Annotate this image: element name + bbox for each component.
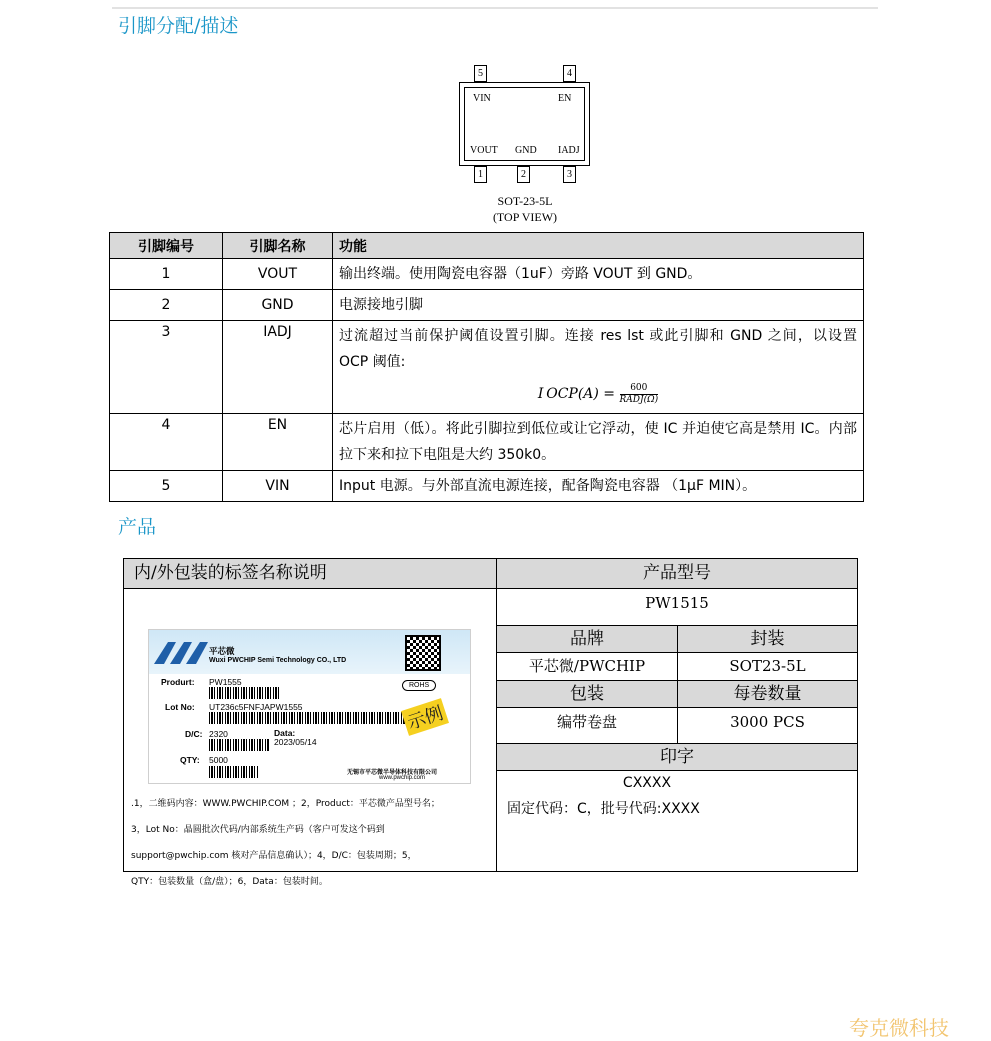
lot-barcode-icon <box>209 712 414 724</box>
label-vin: VIN <box>473 93 491 104</box>
pin-table-header <box>110 233 864 259</box>
pin-name: EN <box>223 414 333 471</box>
label-data-value: 2023/05/14 <box>274 737 317 747</box>
pin-number: 5 <box>110 471 223 502</box>
pwchip-logo-icon <box>154 640 208 666</box>
label-iadj: IADJ <box>558 145 580 156</box>
qty-value: 3000 PCS <box>678 708 857 744</box>
sample-label-image <box>148 629 471 784</box>
label-dc-key: D/C: <box>185 729 203 739</box>
formula-lhs: I OCP(A) = <box>537 386 616 402</box>
pin-name: IADJ <box>223 321 333 414</box>
label-product-key: Produrt: <box>161 677 195 687</box>
product-table <box>123 558 858 887</box>
model-header: 产品型号 <box>497 559 857 589</box>
note-line: support@pwchip.com 核对产品信息确认）；4，D/C：包装周期；5， <box>131 851 417 861</box>
formula-fraction <box>620 383 659 406</box>
pin-function <box>333 321 864 414</box>
header-pin-number: 引脚编号 <box>110 233 223 259</box>
pin-name: VIN <box>223 471 333 502</box>
label-footer-url: www.pwchip.com <box>379 775 426 781</box>
label-description-header: 内/外包装的标签名称说明 <box>124 559 497 589</box>
label-en: EN <box>558 93 572 104</box>
qr-code-icon <box>405 635 441 671</box>
pin-function: 电源接地引脚 <box>333 290 864 321</box>
label-gnd: GND <box>515 145 537 156</box>
pin-number: 2 <box>110 290 223 321</box>
pin-1-box: 1 <box>474 166 487 183</box>
pin-2-box: 2 <box>517 166 530 183</box>
pin-function-text: 过流超过当前保护阈值设置引脚。连接 res lst 或此引脚和 GND 之间，以设置 OCP 阈值: <box>339 328 857 370</box>
top-rule <box>112 7 878 9</box>
label-notes <box>131 791 440 895</box>
pin-5-box: 5 <box>474 65 487 82</box>
pin-function: Input 电源。与外部直流电源连接，配备陶瓷电容器 （1µF MIN）。 <box>333 471 864 502</box>
table-row <box>110 290 864 321</box>
table-row <box>110 471 864 502</box>
pin-number: 4 <box>110 414 223 471</box>
label-dc-value: 2320 <box>209 729 228 739</box>
label-lot-key: Lot No: <box>165 702 195 712</box>
dc-barcode-icon <box>209 739 269 751</box>
table-row <box>110 414 864 471</box>
label-description-cell <box>124 589 497 887</box>
note-line: 3，Lot No：晶圆批次代码/内部系统生产码（客户可发这个码到 <box>131 825 385 835</box>
label-footer-cn: 无锡市平芯微半导体科技有限公司 <box>347 770 438 776</box>
marking-header: 印字 <box>497 744 857 771</box>
note-line: QTY：包装数量（盒/盘）；6，Data：包装时间。 <box>131 877 328 887</box>
qty-header: 每卷数量 <box>678 681 857 708</box>
label-qty-value: 5000 <box>209 755 228 765</box>
package-caption: SOT-23-5L <box>497 194 553 208</box>
pin-name: VOUT <box>223 259 333 290</box>
pin-function: 芯片启用（低）。将此引脚拉到低位或让它浮动，使 IC 并迫使它高是禁用 IC。内部拉下来和拉下电阻是大约 350k0。 <box>333 414 864 471</box>
sample-stamp: 示例 <box>401 698 449 736</box>
formula-numerator: 600 <box>620 383 659 395</box>
label-brand-cn: 平芯微 <box>209 646 235 656</box>
label-data-key: Data: <box>274 728 296 738</box>
pin-name: GND <box>223 290 333 321</box>
pin-3-box: 3 <box>563 166 576 183</box>
ocp-formula <box>339 375 857 411</box>
label-company: Wuxi PWCHIP Semi Technology CO., LTD <box>209 657 347 664</box>
label-product-value: PW1555 <box>209 677 242 687</box>
marking-value: CXXXX <box>622 775 672 791</box>
brand-value: 平芯微/PWCHIP <box>497 653 678 681</box>
pin-number: 3 <box>110 321 223 414</box>
model-value: PW1515 <box>497 589 857 626</box>
label-vout: VOUT <box>470 145 498 156</box>
package-body <box>459 82 590 166</box>
packing-value: 编带卷盘 <box>497 708 678 744</box>
formula-denominator: RADJ(Ω) <box>619 394 659 405</box>
pin-number: 1 <box>110 259 223 290</box>
package-header: 封装 <box>678 626 857 653</box>
package-value: SOT23-5L <box>678 653 857 681</box>
table-row <box>110 321 864 414</box>
marking-description: 固定代码：C，批号代码:XXXX <box>507 801 700 817</box>
product-barcode-icon <box>209 687 281 699</box>
qty-barcode-icon <box>209 766 259 778</box>
label-qty-key: QTY: <box>180 755 200 765</box>
note-line: .1，二维码内容：WWW.PWCHIP.COM ；2，Product：平芯微产品型号名； <box>131 799 440 809</box>
rohs-badge: ROHS <box>402 680 436 691</box>
package-view-caption: (TOP VIEW) <box>492 210 558 224</box>
pin-function: 输出终端。使用陶瓷电容器（1uF）旁路 VOUT 到 GND。 <box>333 259 864 290</box>
pin-section-heading: 引脚分配/描述 <box>118 15 239 37</box>
table-row <box>110 259 864 290</box>
pin-4-box: 4 <box>563 65 576 82</box>
pin-table <box>109 232 864 502</box>
label-lot-value: UT236c5FNFJAPW1555 <box>209 702 303 712</box>
header-pin-name: 引脚名称 <box>223 233 333 259</box>
header-function: 功能 <box>333 233 864 259</box>
watermark: 夸克微科技 <box>849 1016 949 1040</box>
brand-header: 品牌 <box>497 626 678 653</box>
packing-header: 包装 <box>497 681 678 708</box>
product-section-heading: 产品 <box>118 516 157 538</box>
